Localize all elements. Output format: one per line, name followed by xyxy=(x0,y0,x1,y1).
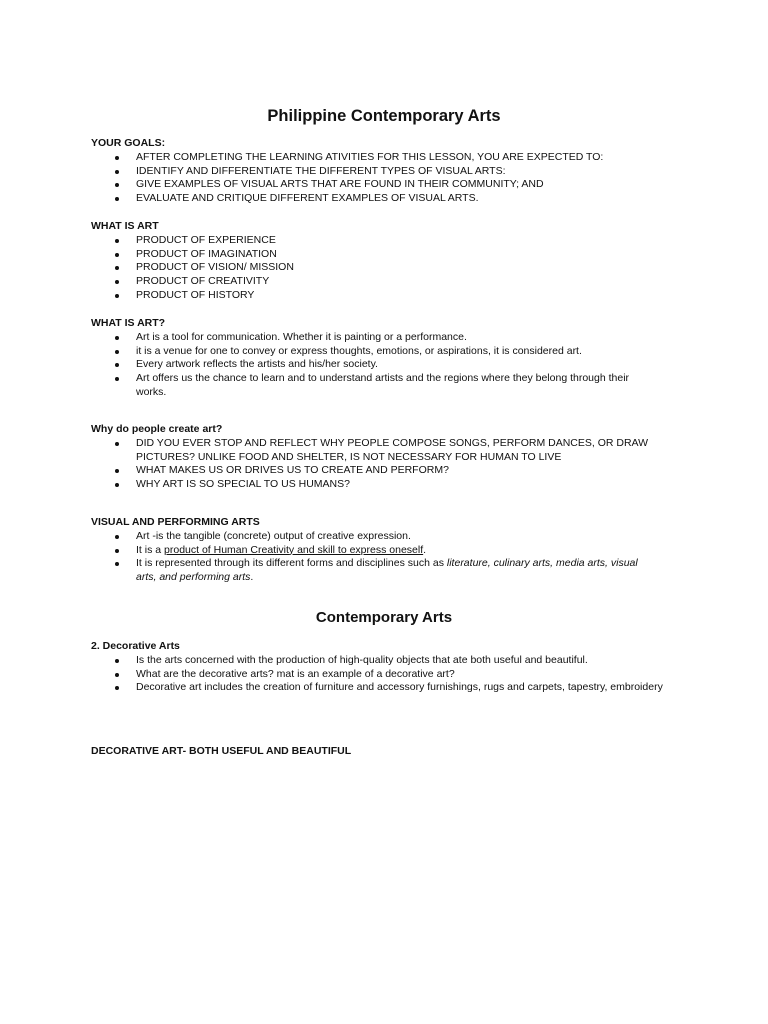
decorative-list xyxy=(91,654,691,695)
goals-section xyxy=(91,137,691,206)
list-item: WHY ART IS SO SPECIAL TO US HUMANS? xyxy=(91,478,691,492)
what-is-art-heading: WHAT IS ART xyxy=(91,220,159,232)
list-item: DID YOU EVER STOP AND REFLECT WHY PEOPLE COMPOSE SONGS, PERFORM DANCES, OR DRAW PICTURES? UNLIKE FOOD AND SHELTER, IS NOT NECESSARY FOR HUMAN TO LIVE xyxy=(91,437,656,465)
list-item: Art offers us the chance to learn and to understand artists and the regions where they belong through their works. xyxy=(91,372,656,400)
what-is-art-section xyxy=(91,220,691,303)
what-is-art-question-heading: WHAT IS ART? xyxy=(91,317,166,329)
item-text: . xyxy=(423,543,427,556)
list-item: Art -is the tangible (concrete) output of creative expression. xyxy=(91,530,691,544)
list-item: Art is a tool for communication. Whether it is painting or a performance. xyxy=(91,331,691,345)
section-subtitle: Contemporary Arts xyxy=(315,609,453,626)
list-item: GIVE EXAMPLES OF VISUAL ARTS THAT ARE FOUND IN THEIR COMMUNITY; AND xyxy=(91,178,691,192)
goals-heading: YOUR GOALS: xyxy=(91,137,166,149)
list-item: PRODUCT OF CREATIVITY xyxy=(91,275,691,289)
list-item: Every artwork reflects the artists and his/her society. xyxy=(91,358,691,372)
list-item: Decorative art includes the creation of furniture and accessory furnishings, rugs and carpets, tapestry, embroidery xyxy=(91,681,716,695)
decorative-section xyxy=(91,640,691,695)
why-create-list xyxy=(91,437,691,492)
list-item: PRODUCT OF HISTORY xyxy=(91,289,691,303)
italic-text: literature, culinary arts, media arts, visual arts, and performing arts xyxy=(136,557,638,584)
list-item: PRODUCT OF EXPERIENCE xyxy=(91,234,691,248)
page-title: Philippine Contemporary Arts xyxy=(267,107,501,125)
list-item: PRODUCT OF IMAGINATION xyxy=(91,248,691,262)
list-item: it is a venue for one to convey or express thoughts, emotions, or aspirations, it is considered art. xyxy=(91,345,691,359)
closing-statement: DECORATIVE ART- BOTH USEFUL AND BEAUTIFUL xyxy=(91,745,352,757)
decorative-heading: 2. Decorative Arts xyxy=(91,640,180,652)
list-item xyxy=(91,544,691,558)
list-item: PRODUCT OF VISION/ MISSION xyxy=(91,261,691,275)
why-create-heading: Why do people create art? xyxy=(91,423,223,435)
what-is-art-question-list xyxy=(91,331,691,400)
item-text: . xyxy=(250,571,254,584)
list-item: What are the decorative arts? mat is an example of a decorative art? xyxy=(91,668,691,682)
closing-section xyxy=(91,745,691,759)
visual-performing-list xyxy=(91,530,691,585)
underlined-text: product of Human Creativity and skill to express oneself xyxy=(164,543,424,556)
what-is-art-list xyxy=(91,234,691,303)
list-item xyxy=(91,557,656,585)
why-create-section xyxy=(91,423,691,492)
list-item: WHAT MAKES US OR DRIVES US TO CREATE AND PERFORM? xyxy=(91,464,691,478)
list-item: Is the arts concerned with the production of high-quality objects that ate both useful and beautiful. xyxy=(91,654,656,668)
visual-performing-heading: VISUAL AND PERFORMING ARTS xyxy=(91,516,260,528)
item-text: It is represented through its different forms and disciplines such as xyxy=(136,557,447,570)
item-text: It is a xyxy=(136,543,165,556)
list-item: EVALUATE AND CRITIQUE DIFFERENT EXAMPLES OF VISUAL ARTS. xyxy=(91,192,691,206)
list-item: AFTER COMPLETING THE LEARNING ATIVITIES FOR THIS LESSON, YOU ARE EXPECTED TO: xyxy=(91,151,691,165)
goals-list xyxy=(91,151,691,206)
list-item: IDENTIFY AND DIFFERENTIATE THE DIFFERENT TYPES OF VISUAL ARTS: xyxy=(91,165,691,179)
visual-performing-section xyxy=(91,516,691,585)
what-is-art-question-section xyxy=(91,317,691,400)
